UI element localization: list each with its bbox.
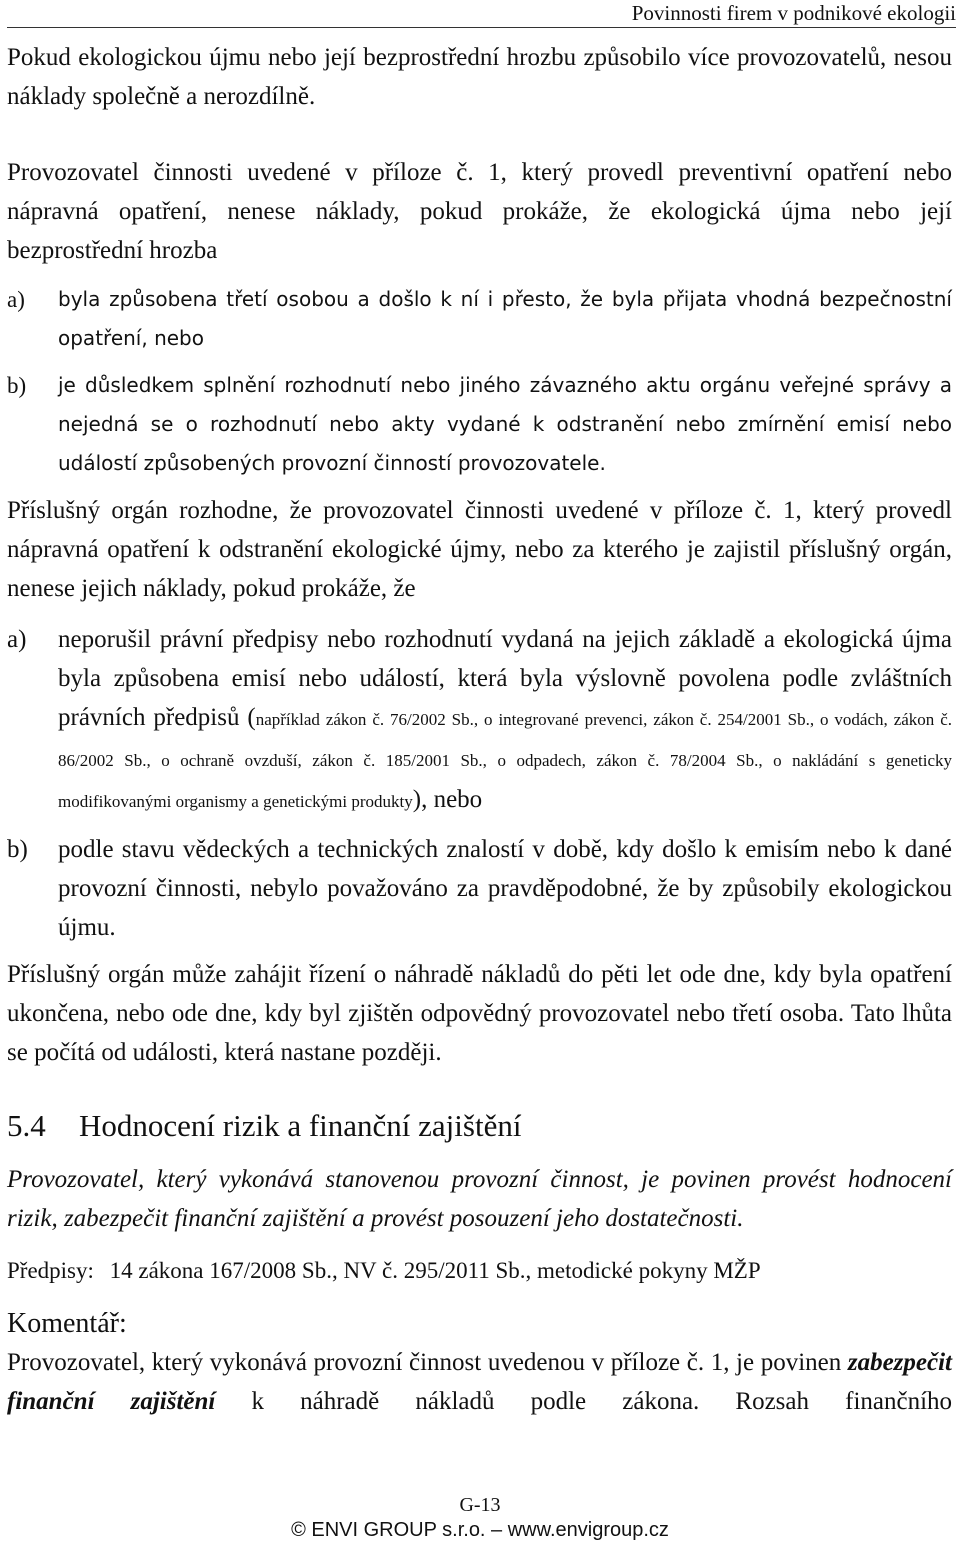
list-item-text <box>58 620 952 821</box>
comment-end: k náhradě nákladů podle zákona. Rozsah finančního <box>251 1388 953 1415</box>
comment-start: Provozovatel, který vykonává provozní činnost uvedenou v příloze č. 1, je povinen <box>7 1349 842 1376</box>
document-page <box>7 0 956 1421</box>
list-marker: b) <box>7 373 27 398</box>
list-item-text-end: ), nebo <box>412 786 483 813</box>
list-item <box>7 280 952 358</box>
copyright-line: © ENVI GROUP s.r.o. – www.envigroup.cz <box>291 1519 669 1541</box>
comment-paragraph <box>7 1343 952 1421</box>
list-item-text-main: neporušil právní předpisy nebo rozhodnutí vydaná na jejich základě a ekologická újma byla způsobena emisí nebo událostí, která byla výslovně povolena podle zvláštních právních předpisů ( <box>58 626 952 731</box>
comment-emphasis: zabezpečit finanční zajištění <box>7 1349 952 1415</box>
exemption-list-1 <box>7 280 952 483</box>
section-title: Hodnocení rizik a finanční zajištění <box>79 1108 522 1143</box>
list-item-text: je důsledkem splnění rozhodnutí nebo jiného závazného aktu orgánu veřejné správy a nejedná se o rozhodnutí nebo akty vydané k odstranění nebo zmírnění emisí nebo událostí způsobených provozní činností provozovatele. <box>58 373 952 475</box>
list-item <box>7 620 952 821</box>
comment-heading: Komentář: <box>7 1308 127 1339</box>
paragraph-time-limit: Příslušný orgán může zahájit řízení o náhradě nákladů do pěti let ode dne, kdy byla opatření ukončena, nebo ode dne, kdy byl zjištěn odpovědný provozovatel nebo třetí osoba. Tato lhůta se počítá od události, která nastane později. <box>7 961 952 1066</box>
regulations-text: 14 zákona 167/2008 Sb., NV č. 295/2011 Sb., metodické pokyny MŽP <box>109 1258 761 1283</box>
paragraph-joint-liability: Pokud ekologickou újmu nebo její bezprostřední hrozbu způsobilo více provozovatelů, nesou náklady společně a nerozdílně. <box>7 44 952 110</box>
regulations-label: Předpisy: <box>7 1258 94 1283</box>
section-number: 5.4 <box>7 1108 46 1143</box>
list-marker: a) <box>7 287 25 312</box>
list-item-text: podle stavu vědeckých a technických znalostí v době, kdy došlo k emisím nebo k dané provozní činnosti, nebylo považováno za pravděpodobné, že by způsobily ekologickou újmu. <box>58 836 952 941</box>
exemption-list-2 <box>7 620 952 947</box>
section-heading <box>7 1106 952 1146</box>
legal-references: například zákon č. 76/2002 Sb., o integrované prevenci, zákon č. 254/2001 Sb., o vodách, zákon č. 86/2002 Sb., o ochraně ovzduší, zákon č. 185/2001 Sb., o odpadech, zákon č. 78/2004 Sb., o nakládání s geneticky modifikovanými organismy a genetickými produkty <box>58 710 952 811</box>
page-number: G-13 <box>459 1494 501 1516</box>
regulations-line <box>7 1251 952 1290</box>
paragraph-authority-decision: Příslušný orgán rozhodne, že provozovatel činnosti uvedené v příloze č. 1, který provedl nápravná opatření k odstranění ekologické újmy, nebo za kterého je zajistil příslušný orgán, nenese jejich náklady, pokud prokáže, že <box>7 497 952 602</box>
list-marker: a) <box>7 626 27 653</box>
list-item-text: byla způsobena třetí osobou a došlo k ní i přesto, že byla přijata vhodná bezpečnostní opatření, nebo <box>58 287 952 350</box>
paragraph-preventive-costs: Provozovatel činnosti uvedené v příloze č. 1, který provedl preventivní opatření nebo nápravná opatření, nenese náklady, pokud prokáže, že ekologická újma nebo její bezprostřední hrozba <box>7 159 952 264</box>
list-marker: b) <box>7 836 28 863</box>
list-item <box>7 366 952 483</box>
running-header: Povinnosti firem v podnikové ekologii <box>7 0 956 28</box>
section-intro: Provozovatel, který vykonává stanovenou provozní činnost, je povinen provést hodnocení rizik, zabezpečit finanční zajištění a provést posouzení jeho dostatečnosti. <box>7 1166 952 1232</box>
list-item <box>7 830 952 947</box>
